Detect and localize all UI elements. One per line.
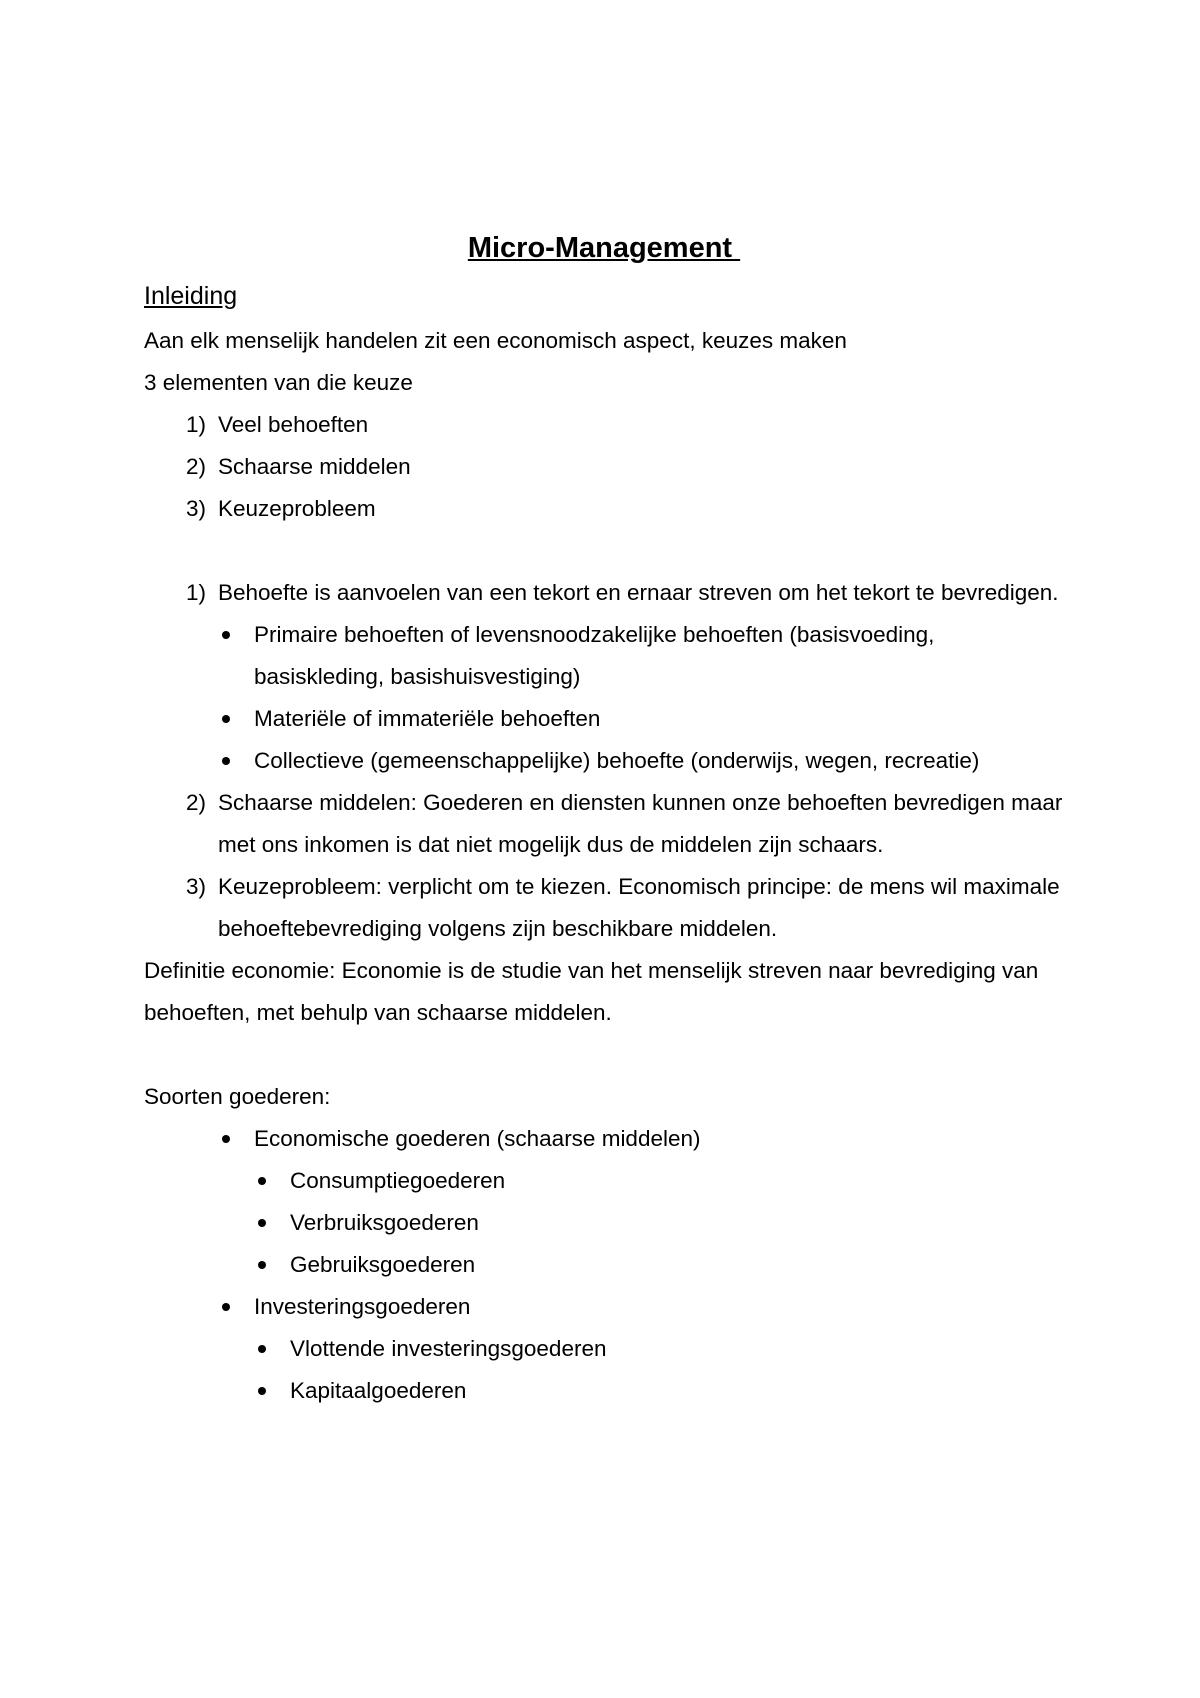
list-number: 1) <box>186 580 207 605</box>
bullet-item-investment-goods <box>144 1286 1064 1328</box>
bullet-text: Verbruiksgoederen <box>290 1210 479 1235</box>
bullet-icon <box>218 1286 254 1328</box>
explanation-text: Schaarse middelen: Goederen en diensten kunnen onze behoeften bevredigen maar met ons inkomen is dat niet mogelijk dus de middelen zijn schaars. <box>218 790 1063 857</box>
sub-bullet-item <box>144 1328 1064 1370</box>
intro-line-2: 3 elementen van die keuze <box>144 370 413 395</box>
intro-line-1: Aan elk menselijk handelen zit een economisch aspect, keuzes maken <box>144 328 847 353</box>
goods-heading: Soorten goederen: <box>144 1084 331 1109</box>
bullet-text: Vlottende investeringsgoederen <box>290 1336 607 1361</box>
explanations-list <box>144 572 1064 950</box>
list-number: 1) <box>186 412 207 437</box>
bullet-text: Economische goederen (schaarse middelen) <box>254 1126 701 1151</box>
bullet-text: Collectieve (gemeenschappelijke) behoefte (onderwijs, wegen, recreatie) <box>254 748 980 773</box>
bullet-item <box>144 740 1064 782</box>
elements-list <box>144 404 1064 530</box>
bullet-item-economic-goods <box>144 1118 1064 1160</box>
explanation-item-3 <box>144 866 1064 950</box>
bullet-text: Investeringsgoederen <box>254 1294 471 1319</box>
explanation-text: Behoefte is aanvoelen van een tekort en ernaar streven om het tekort te bevredigen. <box>218 580 1059 605</box>
list-number: 3) <box>186 496 207 521</box>
goods-list <box>144 1118 1064 1412</box>
list-item <box>144 446 1064 488</box>
list-item <box>144 404 1064 446</box>
section-heading-inleiding: Inleiding <box>144 282 238 310</box>
bullet-text: Kapitaalgoederen <box>290 1378 467 1403</box>
explanation-item-2 <box>144 782 1064 866</box>
bullet-icon <box>254 1328 290 1370</box>
bullet-text: Consumptiegoederen <box>290 1168 506 1193</box>
document-page <box>144 224 1064 1412</box>
list-number: 2) <box>186 790 207 815</box>
list-item-text: Schaarse middelen <box>218 454 411 479</box>
bullet-text: Materiële of immateriële behoeften <box>254 706 601 731</box>
sub-bullet-item <box>144 1370 1064 1412</box>
bullet-item <box>144 614 1064 698</box>
bullet-text: Gebruiksgoederen <box>290 1252 476 1277</box>
list-number: 2) <box>186 454 207 479</box>
bullet-icon <box>254 1370 290 1412</box>
blank-line <box>144 1034 1064 1076</box>
bullet-icon <box>218 614 254 656</box>
list-item <box>144 488 1064 530</box>
bullet-item <box>144 698 1064 740</box>
bullet-icon <box>218 698 254 740</box>
bullet-text: Primaire behoeften of levensnoodzakelijke behoeften (basisvoeding, basiskleding, basishuisvestiging) <box>254 622 935 689</box>
sub-bullet-item <box>144 1202 1064 1244</box>
bullet-icon <box>218 740 254 782</box>
sub-bullet-item <box>144 1160 1064 1202</box>
list-item-text: Veel behoeften <box>218 412 369 437</box>
explanation-item-1 <box>144 572 1064 614</box>
list-number: 3) <box>186 874 207 899</box>
document-title: Micro-Management <box>467 232 741 264</box>
definition-paragraph: Definitie economie: Economie is de studie van het menselijk streven naar bevrediging van behoeften, met behulp van schaarse middelen. <box>144 958 1039 1025</box>
sub-bullet-item <box>144 1244 1064 1286</box>
bullet-icon <box>218 1118 254 1160</box>
list-item-text: Keuzeprobleem <box>218 496 376 521</box>
bullet-icon <box>254 1160 290 1202</box>
blank-line <box>144 530 1064 572</box>
bullet-icon <box>254 1202 290 1244</box>
explanation-text: Keuzeprobleem: verplicht om te kiezen. Economisch principe: de mens wil maximale behoeftebevrediging volgens zijn beschikbare middelen. <box>218 874 1060 941</box>
bullet-icon <box>254 1244 290 1286</box>
